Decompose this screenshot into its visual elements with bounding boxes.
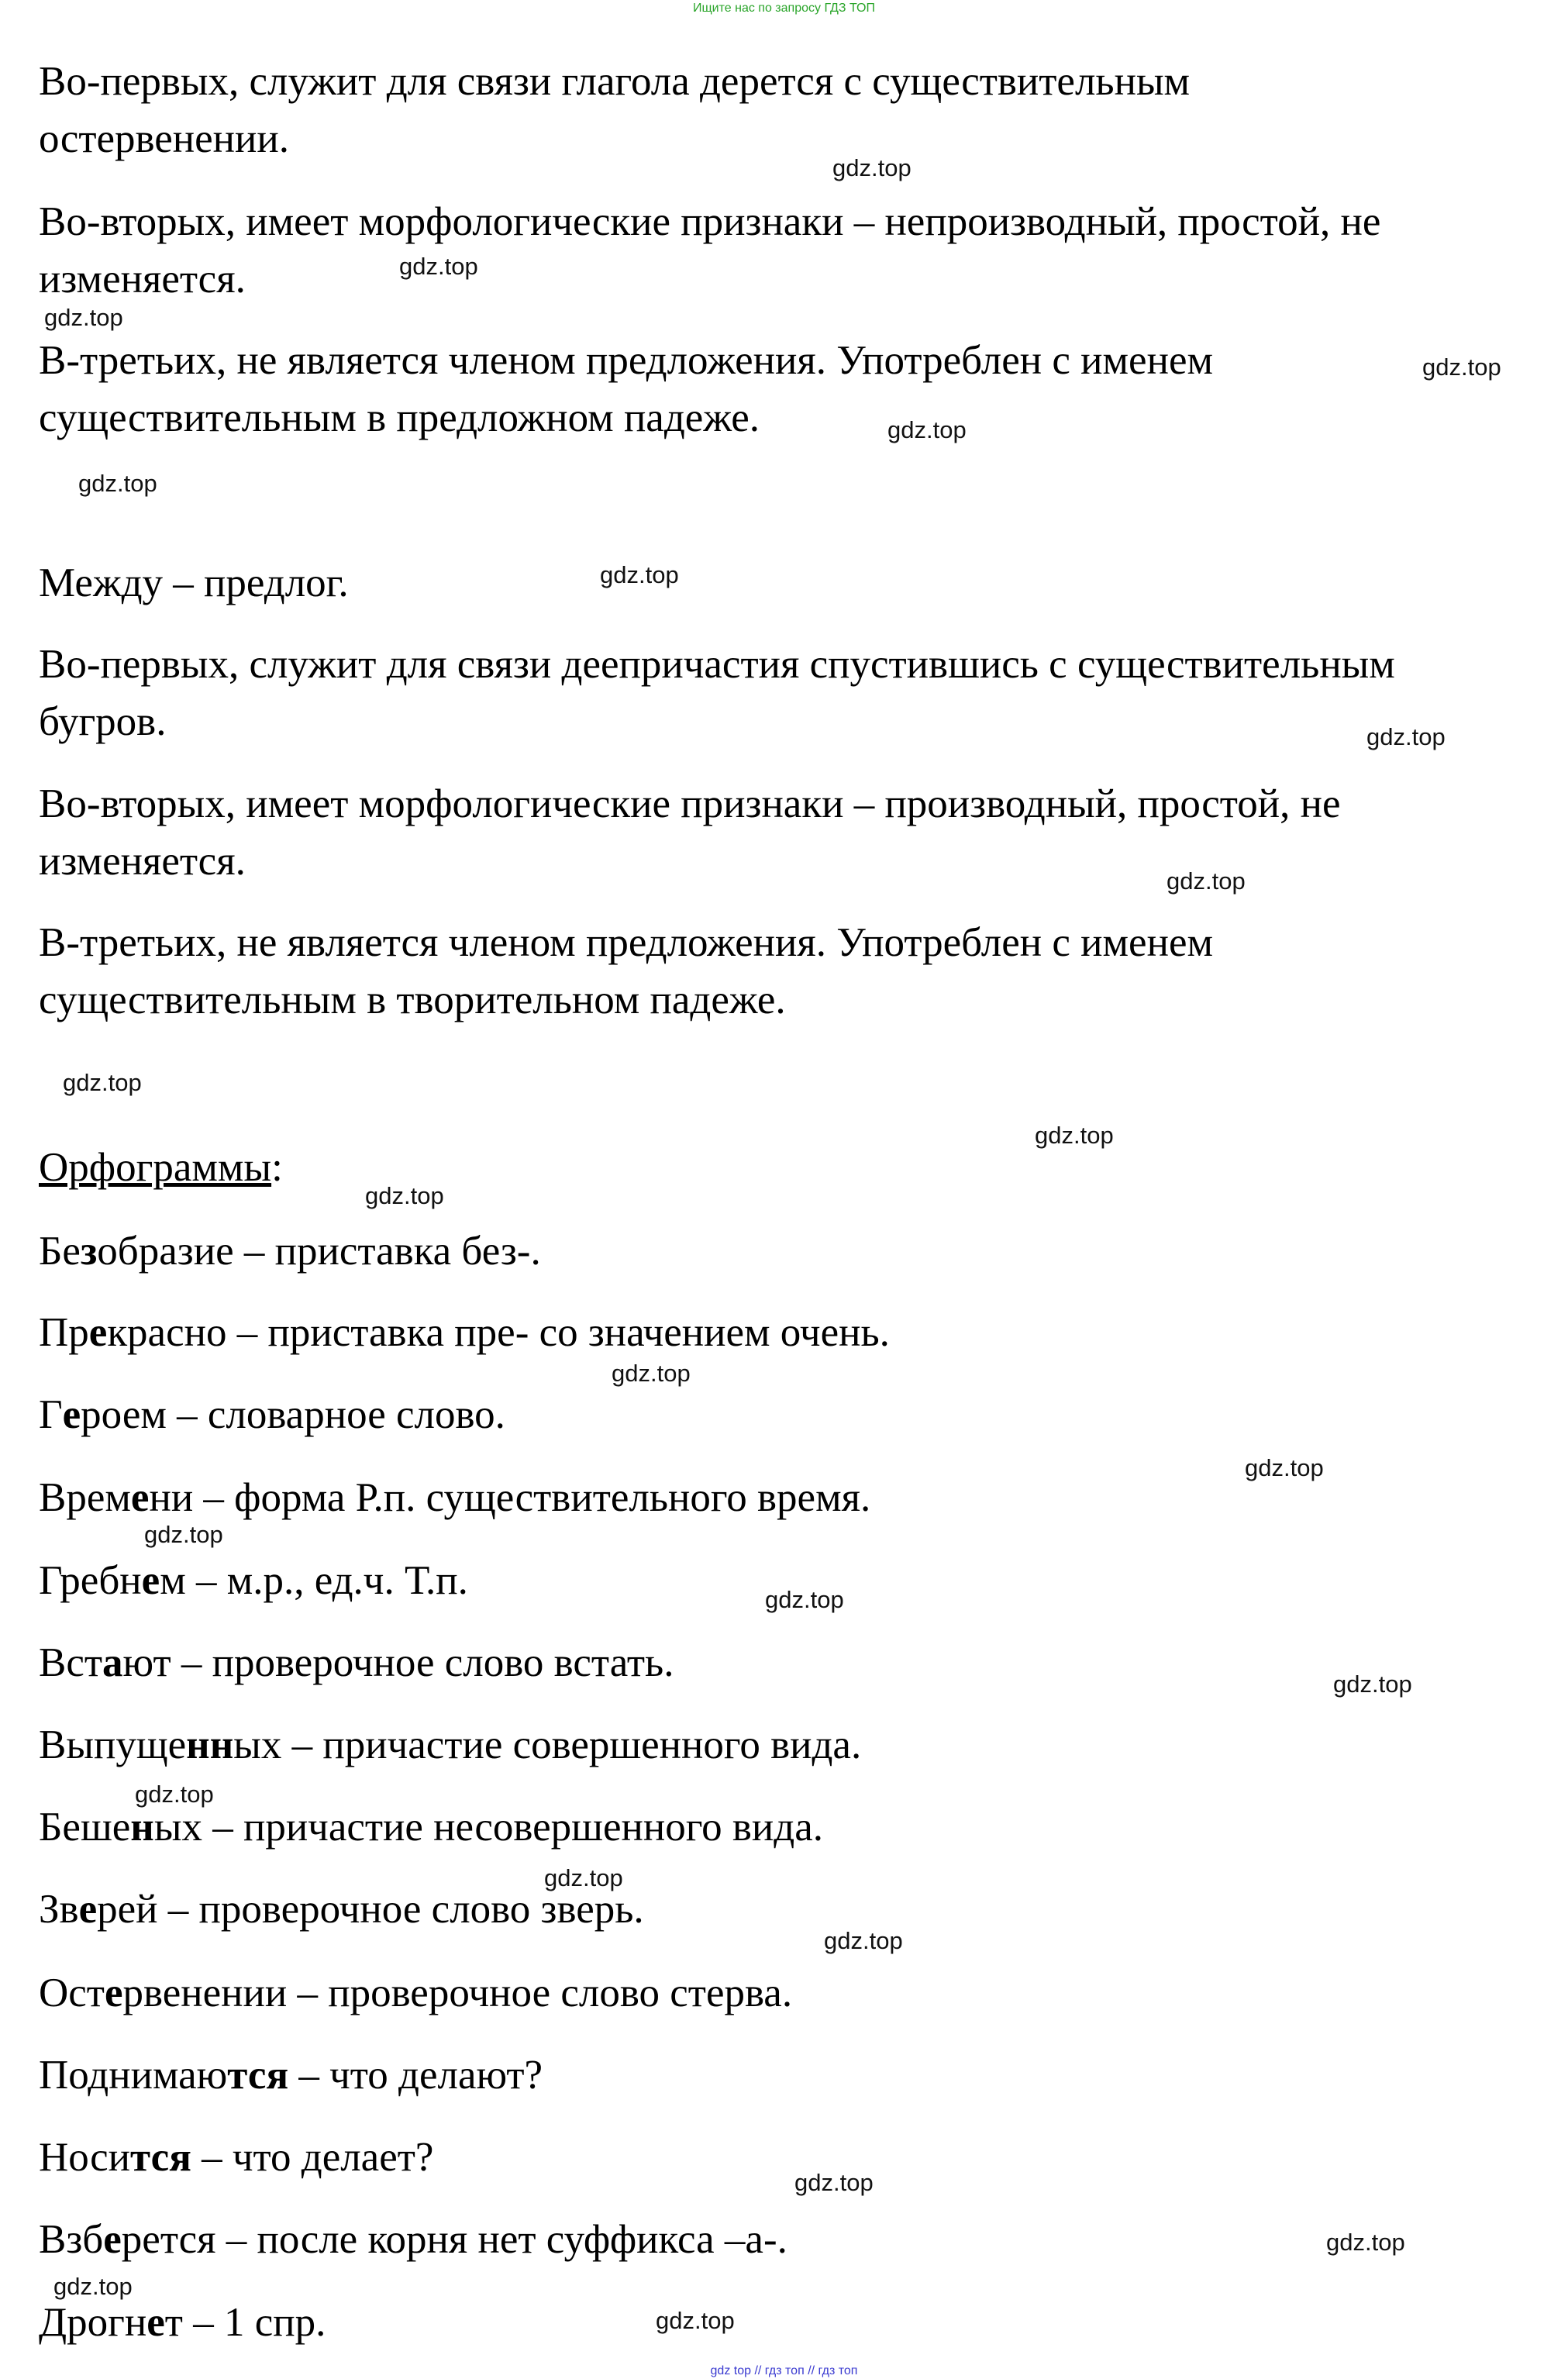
orthogram-item	[39, 1557, 468, 1605]
item-post: ых – причастие совершенного вида.	[233, 1722, 862, 1767]
watermark: gdz.top	[765, 1586, 844, 1613]
item-bold: е	[88, 1310, 108, 1355]
watermark: gdz.top	[832, 154, 912, 181]
item-pre: Бе	[39, 1229, 81, 1274]
watermark: gdz.top	[1167, 867, 1246, 895]
item-post: рвенении – проверочное слово стерва.	[122, 1970, 793, 2015]
text-line: остервенении.	[39, 116, 289, 161]
text-line: Во-первых, служит для связи деепричастия спустившись с существительным	[39, 642, 1395, 687]
watermark: gdz.top	[1366, 723, 1446, 750]
orthogram-item	[39, 1885, 644, 1933]
item-pre: Вст	[39, 1640, 103, 1685]
item-post: ых – причастие несовершенного вида.	[153, 1805, 824, 1850]
text-line: существительным в творительном падеже.	[39, 977, 786, 1022]
orthogram-item	[39, 1639, 674, 1687]
orthogram-item	[39, 1308, 890, 1357]
orthogram-item	[39, 1474, 870, 1522]
item-bold: н	[130, 1805, 154, 1850]
item-post: рей – проверочное слово зверь.	[97, 1887, 644, 1932]
text-line: бугров.	[39, 699, 167, 744]
item-post: м – м.р., ед.ч. Т.п.	[160, 1558, 468, 1603]
orthogram-item	[39, 1969, 792, 2017]
watermark: gdz.top	[656, 2307, 735, 2334]
item-bold: е	[130, 1475, 150, 1520]
item-post: рется – после корня нет суффикса –а-.	[121, 2217, 787, 2262]
item-pre: Гребн	[39, 1558, 142, 1603]
item-post: ни – форма Р.п. существительного время.	[149, 1475, 871, 1520]
text-line: существительным в предложном падеже.	[39, 395, 760, 440]
watermark: gdz.top	[794, 2169, 874, 2196]
item-post: красно – приставка пре- со значением очень.	[107, 1310, 890, 1355]
watermark: gdz.top	[53, 2273, 133, 2300]
item-pre: Зв	[39, 1887, 79, 1932]
item-pre: Беше	[39, 1805, 131, 1850]
item-pre: Дрогн	[39, 2300, 147, 2345]
orthogram-item	[39, 1227, 541, 1275]
item-bold: нн	[186, 1722, 234, 1767]
text-line: Между – предлог.	[39, 560, 349, 605]
orthogram-item	[39, 1391, 505, 1439]
item-bold: е	[62, 1392, 81, 1437]
orthogram-item	[39, 2051, 543, 2099]
item-post: образие – приставка без-.	[97, 1229, 541, 1274]
orthogram-item	[39, 1803, 823, 1851]
item-bold: е	[141, 1558, 160, 1603]
orthogram-item	[39, 2215, 787, 2263]
item-bold: а	[102, 1640, 123, 1685]
item-bold: е	[104, 1970, 123, 2015]
item-pre: Поднимаю	[39, 2053, 228, 2098]
item-post: – что делают?	[288, 2053, 543, 2098]
text-line: Во-вторых, имеет морфологические признаки – непроизводный, простой, не	[39, 199, 1381, 244]
watermark: gdz.top	[135, 1781, 214, 1808]
watermark: gdz.top	[63, 1069, 142, 1096]
text-line: В-третьих, не является членом предложения. Употреблен с именем	[39, 920, 1214, 965]
item-bold: е	[103, 2217, 122, 2262]
watermark: gdz.top	[1333, 1670, 1412, 1698]
item-pre: Пр	[39, 1310, 89, 1355]
item-pre: Врем	[39, 1475, 131, 1520]
watermark: gdz.top	[399, 253, 478, 280]
orthogram-item	[39, 2298, 326, 2346]
item-bold: тся	[129, 2135, 191, 2180]
watermark: gdz.top	[612, 1360, 691, 1387]
text-line: Во-первых, служит для связи глагола дерется с существительным	[39, 59, 1191, 104]
watermark: gdz.top	[1422, 353, 1501, 381]
watermark: gdz.top	[144, 1521, 223, 1548]
watermark: gdz.top	[824, 1927, 903, 1954]
text-line: Во-вторых, имеет морфологические признаки – производный, простой, не	[39, 781, 1341, 826]
watermark: gdz.top	[44, 304, 123, 331]
watermark: gdz.top	[1326, 2229, 1405, 2256]
watermark: gdz.top	[887, 416, 967, 443]
text-line: изменяется.	[39, 257, 246, 302]
item-bold: е	[78, 1887, 98, 1932]
watermark: gdz.top	[78, 470, 157, 497]
watermark: gdz.top	[365, 1182, 444, 1209]
item-bold: е	[146, 2300, 165, 2345]
item-post: роем – словарное слово.	[81, 1392, 505, 1437]
text-line: изменяется.	[39, 839, 246, 884]
watermark: gdz.top	[1245, 1454, 1324, 1481]
item-post: т – 1 спр.	[164, 2300, 326, 2345]
orthography-heading-colon: :	[271, 1145, 283, 1190]
item-pre: Носи	[39, 2135, 130, 2180]
text-line: В-третьих, не является членом предложения. Употреблен с именем	[39, 338, 1214, 383]
watermark: gdz.top	[544, 1864, 623, 1891]
orthography-heading	[39, 1143, 283, 1191]
item-pre: Ост	[39, 1970, 105, 2015]
item-bold: з	[80, 1229, 98, 1274]
item-pre: Взб	[39, 2217, 104, 2262]
item-bold: тся	[227, 2053, 289, 2098]
orthogram-item	[39, 2133, 433, 2181]
item-post: ют – проверочное слово встать.	[122, 1640, 674, 1685]
watermark: gdz.top	[1035, 1122, 1114, 1149]
watermark: gdz.top	[600, 561, 679, 588]
item-post: – что делает?	[191, 2135, 434, 2180]
footer: gdz top // гдз топ // гдз топ	[710, 2364, 858, 2377]
orthography-heading-text: Орфограммы	[39, 1145, 272, 1190]
item-pre: Г	[39, 1392, 63, 1437]
top-banner: Ищите нас по запросу ГДЗ ТОП	[693, 2, 875, 15]
item-pre: Выпуще	[39, 1722, 187, 1767]
orthogram-item	[39, 1721, 861, 1769]
